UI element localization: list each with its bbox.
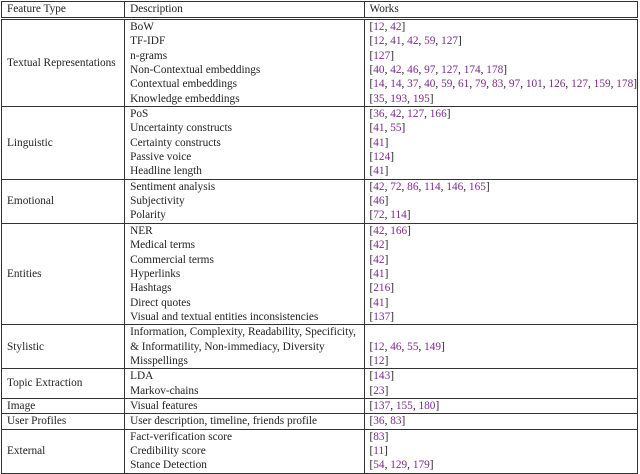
citation-link[interactable]: 46 [390, 340, 402, 353]
bracket: [ [369, 151, 374, 164]
citation-link[interactable]: 42 [373, 224, 385, 237]
bracket: [ [369, 64, 374, 77]
separator: , [384, 209, 391, 222]
works-cell [364, 267, 638, 281]
citation-link[interactable]: 61 [458, 78, 470, 91]
separator: , [384, 92, 391, 105]
separator: , [384, 459, 391, 472]
citation-link[interactable]: 42 [407, 35, 419, 48]
bracket: ] [435, 399, 440, 412]
separator: , [418, 64, 425, 77]
separator: , [384, 340, 391, 353]
citation-link[interactable]: 216 [373, 282, 391, 295]
table-row [2, 325, 638, 340]
separator: , [463, 180, 469, 193]
works-cell [364, 77, 638, 91]
separator: , [418, 35, 425, 48]
description-cell: Misspellings [125, 354, 364, 369]
citation-link[interactable]: 166 [429, 108, 447, 121]
bracket: ] [429, 459, 434, 472]
works-cell [364, 136, 638, 150]
separator: , [458, 64, 464, 77]
feature-type-cell: User Profiles [2, 414, 125, 429]
citation-link[interactable]: 40 [373, 64, 385, 77]
bracket: ] [485, 180, 490, 193]
bracket: ] [441, 340, 445, 353]
citation-link[interactable]: 59 [424, 35, 436, 48]
separator: , [407, 92, 413, 105]
separator: , [384, 415, 391, 428]
citation-link[interactable]: 127 [571, 78, 589, 91]
bracket: [ [369, 165, 374, 178]
works-cell [364, 223, 638, 238]
bracket: ] [384, 384, 389, 397]
bracket: [ [369, 430, 374, 443]
separator: , [565, 78, 572, 91]
description-cell: Fact-verification score [125, 429, 364, 444]
bracket: [ [369, 78, 374, 91]
bracket: [ [369, 296, 374, 309]
separator: , [401, 108, 408, 121]
bracket: ] [384, 253, 389, 266]
works-cell [364, 325, 638, 354]
description-cell: Stance Detection [125, 458, 364, 473]
description-cell: Uncertainty constructs [125, 121, 364, 135]
citation-link[interactable]: 42 [373, 239, 385, 252]
citation-link[interactable]: 12 [373, 21, 385, 33]
separator: , [440, 180, 447, 193]
description-cell: Knowledge embeddings [125, 92, 364, 107]
works-cell [364, 369, 638, 384]
citation-link[interactable]: 12 [373, 354, 385, 367]
bracket: [ [369, 267, 374, 280]
bracket: [ [369, 370, 374, 383]
citation-link[interactable]: 155 [395, 399, 413, 412]
feature-type-cell: Entities [2, 223, 125, 324]
citation-link[interactable]: 42 [390, 108, 402, 121]
works-cell [364, 444, 638, 458]
bracket: ] [401, 122, 406, 135]
table-row [2, 19, 638, 35]
description-cell: TF-IDF [125, 34, 364, 48]
description-cell: User description, timeline, friends profile [125, 414, 364, 429]
bracket: ] [384, 354, 389, 367]
separator: , [520, 78, 526, 91]
separator: , [401, 78, 408, 91]
description-cell: Passive voice [125, 150, 364, 164]
works-cell [364, 34, 638, 48]
bracket: [ [369, 136, 374, 149]
citation-link[interactable]: 14 [390, 78, 402, 91]
bracket: ] [503, 64, 508, 77]
works-cell [364, 458, 638, 473]
citation-link[interactable]: 165 [468, 180, 486, 193]
bracket: ] [390, 151, 394, 164]
citation-link[interactable]: 12 [373, 35, 385, 48]
separator: , [384, 35, 391, 48]
separator: , [469, 78, 475, 91]
header-works: Works [364, 2, 638, 19]
description-cell: PoS [125, 107, 364, 122]
separator: , [418, 180, 425, 193]
bracket: [ [369, 340, 374, 353]
separator: , [390, 399, 396, 412]
citation-link[interactable]: 126 [548, 78, 566, 91]
citation-link[interactable]: 114 [424, 180, 441, 193]
separator: , [384, 122, 391, 135]
citation-link[interactable]: 46 [373, 195, 385, 208]
description-cell: Sentiment analysis [125, 179, 364, 194]
citation-link[interactable]: 23 [373, 384, 385, 397]
works-cell [364, 414, 638, 429]
separator: , [480, 64, 487, 77]
bracket: [ [369, 253, 374, 266]
description-cell: Visual and textual entities inconsistencies [125, 310, 364, 325]
citation-link[interactable]: 59 [441, 78, 453, 91]
separator: , [384, 224, 391, 237]
separator: , [407, 459, 413, 472]
separator: , [418, 78, 425, 91]
separator: , [588, 78, 594, 91]
separator: , [418, 340, 425, 353]
bracket: [ [369, 399, 374, 412]
citation-link[interactable]: 137 [373, 310, 391, 323]
citation-link[interactable]: 159 [593, 78, 611, 91]
description-cell: Non-Contextual embeddings [125, 63, 364, 77]
works-cell [364, 49, 638, 63]
separator: , [435, 35, 442, 48]
bracket: [ [369, 49, 374, 62]
works-cell [364, 253, 638, 267]
separator: , [412, 399, 419, 412]
separator: , [401, 35, 408, 48]
citation-link[interactable]: 178 [616, 78, 634, 91]
citation-link[interactable]: 79 [474, 78, 487, 91]
citation-link[interactable]: 83 [373, 430, 385, 443]
citation-link[interactable]: 36 [373, 108, 385, 121]
bracket: [ [369, 224, 374, 237]
citation-link[interactable]: 35 [373, 92, 385, 105]
citation-link[interactable]: 41 [373, 296, 385, 309]
header-description: Description [125, 2, 364, 19]
bracket: ] [384, 239, 389, 252]
citation-link[interactable]: 42 [390, 21, 402, 33]
description-cell: Certainty constructs [125, 136, 364, 150]
citation-link[interactable]: 83 [390, 415, 402, 428]
citation-link[interactable]: 127 [441, 64, 459, 77]
separator: , [486, 78, 492, 91]
citation-link[interactable]: 127 [441, 35, 459, 48]
works-cell [364, 92, 638, 107]
works-cell [364, 354, 638, 369]
works-cell [364, 310, 638, 325]
bracket: [ [369, 21, 374, 33]
citation-link[interactable]: 55 [407, 340, 419, 353]
citation-link[interactable]: 54 [373, 459, 385, 472]
description-cell: n-grams [125, 49, 364, 63]
bracket: [ [369, 122, 374, 135]
separator: , [384, 78, 391, 91]
description-cell: Hashtags [125, 281, 364, 295]
bracket: ] [384, 430, 389, 443]
separator: , [435, 78, 442, 91]
works-cell [364, 121, 638, 135]
citation-link[interactable]: 143 [373, 370, 391, 383]
bracket: [ [369, 415, 374, 428]
citation-link[interactable]: 127 [373, 49, 391, 62]
citation-link[interactable]: 114 [390, 209, 407, 222]
separator: , [401, 180, 408, 193]
feature-type-cell: Image [2, 398, 125, 413]
bracket: [ [369, 459, 374, 472]
bracket: ] [406, 209, 411, 222]
bracket: ] [384, 267, 389, 280]
citation-link[interactable]: 42 [373, 253, 385, 266]
separator: , [401, 64, 408, 77]
citation-link[interactable]: 174 [463, 64, 481, 77]
bracket: ] [446, 108, 451, 121]
citation-link[interactable]: 129 [390, 459, 408, 472]
separator: , [610, 78, 617, 91]
works-cell [364, 19, 638, 35]
citation-link[interactable]: 41 [373, 267, 385, 280]
separator: , [384, 64, 391, 77]
citation-link[interactable]: 42 [390, 64, 402, 77]
bracket: ] [384, 444, 388, 457]
bracket: [ [369, 384, 374, 397]
works-cell [364, 164, 638, 179]
separator: , [384, 21, 391, 33]
table-row [2, 223, 638, 238]
citation-link[interactable]: 46 [407, 64, 419, 77]
bracket: ] [384, 195, 389, 208]
works-cell [364, 179, 638, 194]
separator: , [452, 78, 459, 91]
citation-link[interactable]: 42 [373, 180, 385, 193]
feature-type-cell: Stylistic [2, 325, 125, 369]
table-body [2, 19, 638, 474]
bracket: ] [429, 92, 434, 105]
citation-link[interactable]: 12 [373, 340, 385, 353]
citation-link[interactable]: 166 [390, 224, 408, 237]
citation-link[interactable]: 37 [407, 78, 419, 91]
works-cell [364, 194, 638, 208]
bracket: [ [369, 180, 374, 193]
citation-link[interactable]: 149 [424, 340, 442, 353]
feature-type-cell: External [2, 429, 125, 473]
separator: , [503, 78, 509, 91]
bracket: ] [633, 78, 637, 91]
description-cell: Contextual embeddings [125, 77, 364, 91]
citation-link[interactable]: 55 [390, 122, 402, 135]
citation-link[interactable]: 178 [486, 64, 504, 77]
description-cell: Headline length [125, 164, 364, 179]
description-cell: NER [125, 223, 364, 238]
feature-type-cell: Linguistic [2, 107, 125, 180]
bracket: ] [407, 224, 411, 237]
citation-link[interactable]: 97 [508, 78, 521, 91]
header-feature-type: Feature Type [2, 2, 125, 19]
citation-link[interactable]: 146 [446, 180, 464, 193]
table-row [2, 429, 638, 444]
bracket: [ [369, 209, 374, 222]
bracket: [ [369, 444, 374, 457]
citation-link[interactable]: 86 [407, 180, 419, 193]
citation-link[interactable]: 14 [373, 78, 385, 91]
separator: , [384, 180, 391, 193]
feature-type-cell: Emotional [2, 179, 125, 223]
works-cell [364, 429, 638, 444]
description-cell: Medical terms [125, 238, 364, 252]
table-row [2, 369, 638, 384]
bracket: ] [390, 310, 394, 323]
works-cell [364, 107, 638, 122]
citation-link[interactable]: 41 [373, 165, 385, 178]
description-cell: Direct quotes [125, 296, 364, 310]
bracket: [ [369, 35, 374, 48]
bracket: [ [369, 239, 374, 252]
bracket: ] [384, 165, 389, 178]
citation-link[interactable]: 41 [373, 122, 385, 135]
bracket: [ [369, 108, 374, 121]
table-row [2, 398, 638, 413]
works-cell [364, 296, 638, 310]
bracket: ] [390, 49, 394, 62]
citation-link[interactable]: 180 [418, 399, 436, 412]
feature-type-cell: Topic Extraction [2, 369, 125, 399]
works-cell [364, 238, 638, 252]
description-cell: Information, Complexity, Readability, Specificity, [125, 325, 364, 340]
description-cell: Subjectivity [125, 194, 364, 208]
works-cell [364, 63, 638, 77]
works-cell [364, 384, 638, 399]
header-row [2, 2, 638, 19]
description-cell: LDA [125, 369, 364, 384]
description-cell: Hyperlinks [125, 267, 364, 281]
bracket: ] [401, 415, 406, 428]
bracket: [ [369, 354, 374, 367]
bracket: [ [369, 195, 374, 208]
bracket: ] [390, 282, 394, 295]
citation-link[interactable]: 11 [373, 444, 385, 457]
feature-table [1, 1, 638, 474]
bracket: [ [369, 282, 374, 295]
citation-link[interactable]: 97 [424, 64, 436, 77]
table-row [2, 414, 638, 429]
citation-link[interactable]: 72 [373, 209, 385, 222]
citation-link[interactable]: 41 [390, 35, 402, 48]
table-row [2, 179, 638, 194]
bracket: ] [401, 21, 406, 33]
citation-link[interactable]: 195 [412, 92, 430, 105]
feature-type-cell: Textual Representations [2, 19, 125, 107]
citation-link[interactable]: 137 [373, 399, 391, 412]
separator: , [424, 108, 430, 121]
citation-link[interactable]: 193 [390, 92, 408, 105]
citation-link[interactable]: 41 [373, 136, 385, 149]
separator: , [435, 64, 442, 77]
citation-link[interactable]: 83 [491, 78, 504, 91]
citation-link[interactable]: 124 [373, 151, 391, 164]
works-cell [364, 398, 638, 413]
works-cell [364, 150, 638, 164]
description-cell: Polarity [125, 208, 364, 223]
table-row [2, 107, 638, 122]
bracket: ] [384, 136, 389, 149]
separator: , [384, 108, 391, 121]
bracket: ] [390, 370, 394, 383]
description-cell: Visual features [125, 398, 364, 413]
separator: , [401, 340, 408, 353]
citation-link[interactable]: 101 [525, 78, 543, 91]
citation-link[interactable]: 127 [407, 108, 425, 121]
citation-link[interactable]: 179 [412, 459, 430, 472]
citation-link[interactable]: 40 [424, 78, 436, 91]
bracket: [ [369, 92, 374, 105]
description-cell: & Informatility, Non-immediacy, Diversity [125, 340, 364, 354]
citation-link[interactable]: 72 [390, 180, 402, 193]
separator: , [542, 78, 549, 91]
description-cell: Commercial terms [125, 253, 364, 267]
bracket: ] [384, 296, 389, 309]
description-cell: Credibility score [125, 444, 364, 458]
description-cell: BoW [125, 19, 364, 35]
description-cell: Markov-chains [125, 384, 364, 399]
citation-link[interactable]: 36 [373, 415, 385, 428]
bracket: [ [369, 310, 374, 323]
works-cell [364, 281, 638, 295]
bracket: ] [458, 35, 462, 48]
works-cell [364, 208, 638, 223]
